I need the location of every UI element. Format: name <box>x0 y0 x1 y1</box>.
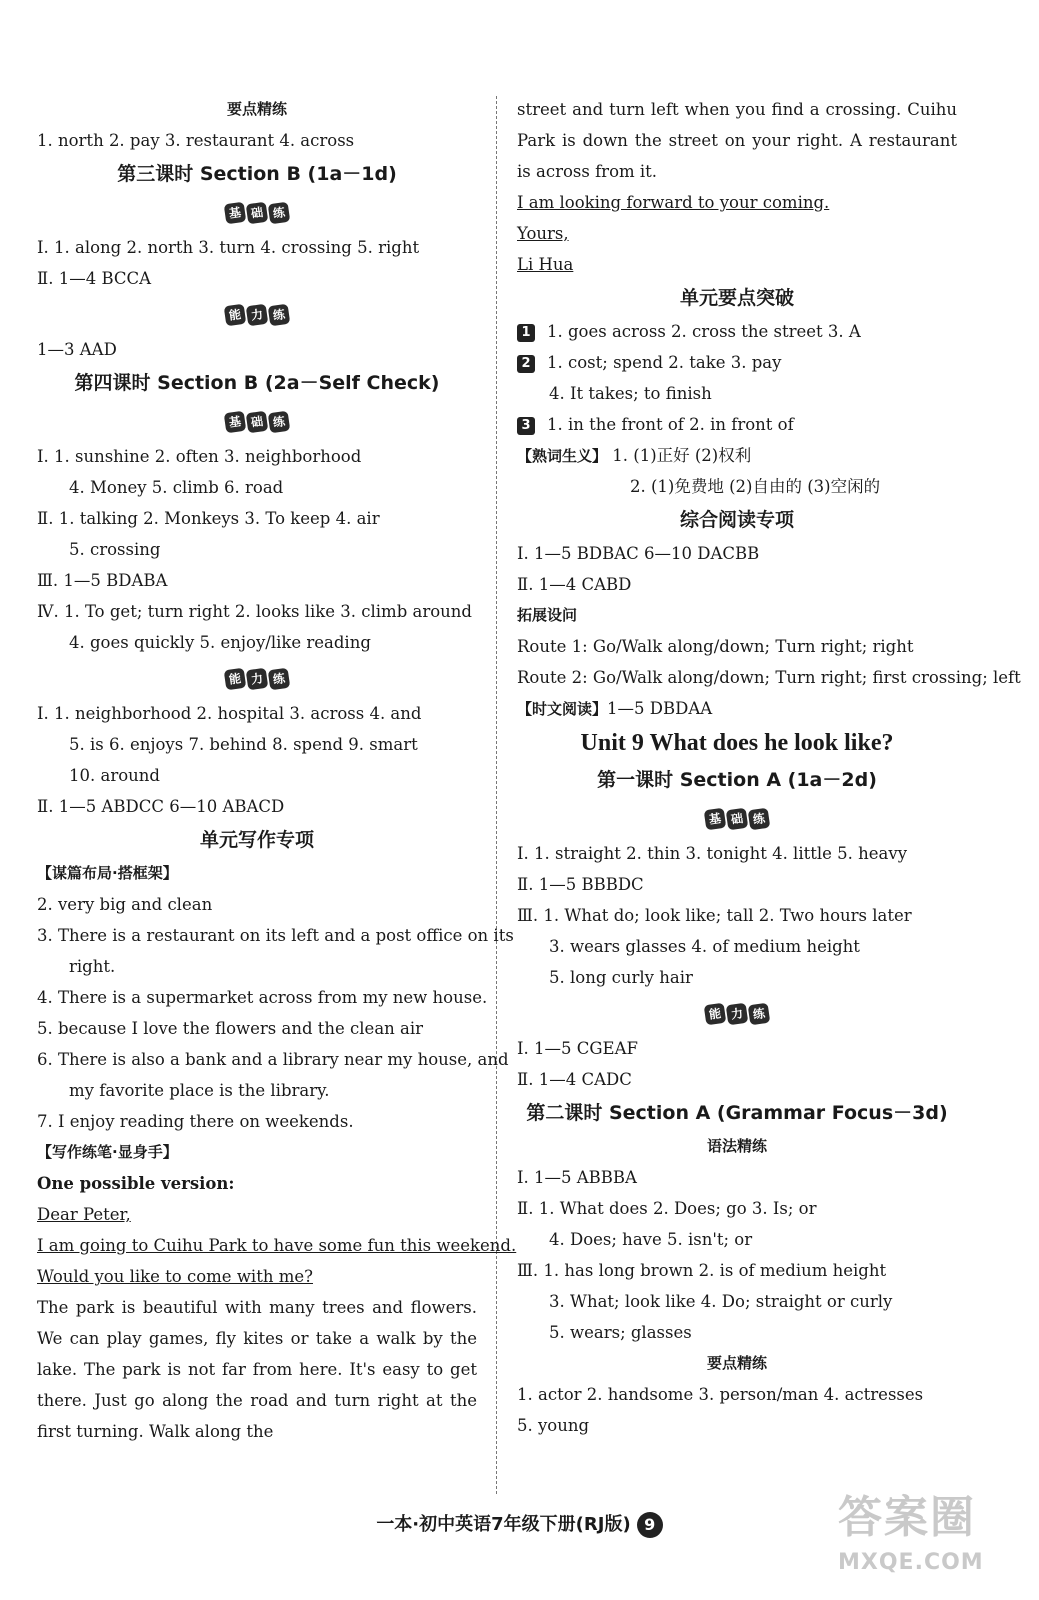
answer-line: 1—3 AAD <box>37 340 117 359</box>
number-badge: 2 <box>517 355 535 373</box>
letter-body-continued: street and turn left when you find a crossing. Cuihu Park is down the street on your right. A restaurant is across from it. <box>517 100 957 181</box>
version-label: One possible version: <box>37 1174 235 1193</box>
answer-line: 4. Money 5. climb 6. road <box>69 478 284 497</box>
answer-line: Ⅰ. 1. sunshine 2. often 3. neighborhood <box>37 447 362 466</box>
answer-line: Route 1: Go/Walk along/down; Turn right; right <box>517 637 914 656</box>
answer-line: Ⅲ. 1—5 BDABA <box>37 571 168 590</box>
badge-ability-practice: 能 力 练 <box>37 294 477 334</box>
badge-ability-practice: 能 力 练 <box>37 658 477 698</box>
answer-line: 2. (1)免费地 (2)自由的 (3)空闲的 <box>630 477 881 496</box>
answer-line: Ⅰ. 1. along 2. north 3. turn 4. crossing 5. right <box>37 238 420 257</box>
answer-line: 5. is 6. enjoys 7. behind 8. spend 9. smart <box>69 735 418 754</box>
answer-line: Ⅰ. 1—5 BDBAC 6—10 DACBB <box>517 544 760 563</box>
answer-line: 5. crossing <box>69 540 161 559</box>
answer-line: Ⅲ. 1. has long brown 2. is of medium height <box>517 1261 887 1280</box>
watermark <box>838 1488 1028 1588</box>
answer-line: 3. wears glasses 4. of medium height <box>549 937 860 956</box>
badge-basic-practice: 基 础 练 <box>517 798 957 838</box>
page-number: 9 <box>637 1512 663 1538</box>
answer-line: Ⅳ. 1. To get; turn right 2. looks like 3. climb around <box>37 602 472 621</box>
answer-line: Route 2: Go/Walk along/down; Turn right; first crossing; left <box>517 668 1021 687</box>
answer-line: 1. goes across 2. cross the street 3. A <box>547 322 861 341</box>
badge-basic-practice: 基 础 练 <box>37 401 477 441</box>
answer-line: Ⅰ. 1—5 ABBBA <box>517 1168 637 1187</box>
badge-ability-practice: 能 力 练 <box>517 993 957 1033</box>
subsection-heading: 要点精练 <box>706 1354 767 1372</box>
answer-line: right. <box>69 957 116 976</box>
bracket-heading: 【时文阅读】 <box>517 700 608 718</box>
answer-line: 1. cost; spend 2. take 3. pay <box>547 353 782 372</box>
answer-line: 10. around <box>69 766 160 785</box>
answer-line: 5. young <box>517 1416 590 1435</box>
answer-line: Ⅰ. 1. straight 2. thin 3. tonight 4. little 5. heavy <box>517 844 908 863</box>
badge-basic-practice: 基 础 练 <box>37 192 477 232</box>
subsection-heading: 要点精练 <box>226 100 287 118</box>
answer-line: 1. (1)正好 (2)权利 <box>612 446 752 465</box>
answer-line: 1. in the front of 2. in front of <box>547 415 794 434</box>
answer-line: 5. long curly hair <box>549 968 693 987</box>
watermark-url: MXQE.COM <box>838 1550 984 1575</box>
letter-line: Would you like to come with me? <box>37 1267 313 1286</box>
book-title: 一本·初中英语7年级下册(RJ版) <box>376 1514 631 1535</box>
answer-line: Ⅱ. 1—4 BCCA <box>37 269 152 288</box>
letter-closing: Yours, <box>517 224 569 243</box>
lesson-heading: 第四课时 Section B (2a－Self Check) <box>74 372 440 394</box>
answer-line: 5. because I love the flowers and the clean air <box>37 1019 424 1038</box>
section-heading: 综合阅读专项 <box>679 509 794 531</box>
letter-body: The park is beautiful with many trees and flowers. We can play games, fly kites or take a walk by the lake. The park is not far from here. It's easy to get there. Just go along the road and turn right at the first turning. Walk along the <box>37 1298 477 1441</box>
right-column <box>517 94 1021 1441</box>
bracket-heading: 【谋篇布局·搭框架】 <box>37 864 178 882</box>
answer-line: 4. It takes; to finish <box>549 384 712 403</box>
section-heading: 单元写作专项 <box>199 829 314 851</box>
watermark-logo: 答案圈 <box>838 1492 976 1543</box>
answer-line: Ⅲ. 1. What do; look like; tall 2. Two hours later <box>517 906 912 925</box>
answer-line: 3. There is a restaurant on its left and a post office on its <box>37 926 514 945</box>
answer-line: Ⅱ. 1—5 BBBDC <box>517 875 644 894</box>
answer-line: 2. very big and clean <box>37 895 213 914</box>
answer-line: 3. What; look like 4. Do; straight or curly <box>549 1292 893 1311</box>
answer-line: 1—5 DBDAA <box>607 699 713 718</box>
lesson-heading: 第二课时 Section A (Grammar Focus－3d) <box>526 1102 948 1124</box>
letter-greeting: Dear Peter, <box>37 1205 131 1224</box>
number-badge: 1 <box>517 324 535 342</box>
answer-line: 7. I enjoy reading there on weekends. <box>37 1112 354 1131</box>
answer-line: Ⅱ. 1. What does 2. Does; go 3. Is; or <box>517 1199 817 1218</box>
answer-line: 4. There is a supermarket across from my new house. <box>37 988 488 1007</box>
letter-line: I am looking forward to your coming. <box>517 193 830 212</box>
bracket-heading: 【熟词生义】 <box>517 447 608 465</box>
lesson-heading: 第一课时 Section A (1a－2d) <box>597 769 877 791</box>
answer-line: 4. goes quickly 5. enjoy/like reading <box>69 633 371 652</box>
letter-signature: Li Hua <box>517 255 574 274</box>
bracket-heading: 【写作练笔·显身手】 <box>37 1143 178 1161</box>
answer-line: Ⅱ. 1—5 ABDCC 6—10 ABACD <box>37 797 285 816</box>
bracket-heading: 拓展设问 <box>517 606 578 624</box>
number-badge: 3 <box>517 417 535 435</box>
answer-line: Ⅰ. 1. neighborhood 2. hospital 3. across 4. and <box>37 704 422 723</box>
answer-line: Ⅱ. 1—4 CADC <box>517 1070 632 1089</box>
left-column <box>37 94 517 1447</box>
answer-line: Ⅱ. 1—4 CABD <box>517 575 632 594</box>
column-divider <box>496 96 497 1494</box>
answer-line: 6. There is also a bank and a library near my house, and <box>37 1050 509 1069</box>
answer-line: 1. north 2. pay 3. restaurant 4. across <box>37 131 355 150</box>
answer-line: Ⅱ. 1. talking 2. Monkeys 3. To keep 4. air <box>37 509 380 528</box>
answer-line: Ⅰ. 1—5 CGEAF <box>517 1039 638 1058</box>
unit-heading: Unit 9 What does he look like? <box>580 730 894 756</box>
answer-line: 5. wears; glasses <box>549 1323 692 1342</box>
letter-line: I am going to Cuihu Park to have some fun this weekend. <box>37 1236 517 1255</box>
answer-line: 4. Does; have 5. isn't; or <box>549 1230 753 1249</box>
answer-line: my favorite place is the library. <box>69 1081 330 1100</box>
subsection-heading: 语法精练 <box>706 1137 767 1155</box>
answer-line: 1. actor 2. handsome 3. person/man 4. actresses <box>517 1385 924 1404</box>
lesson-heading: 第三课时 Section B (1a－1d) <box>117 163 397 185</box>
section-heading: 单元要点突破 <box>679 287 794 309</box>
